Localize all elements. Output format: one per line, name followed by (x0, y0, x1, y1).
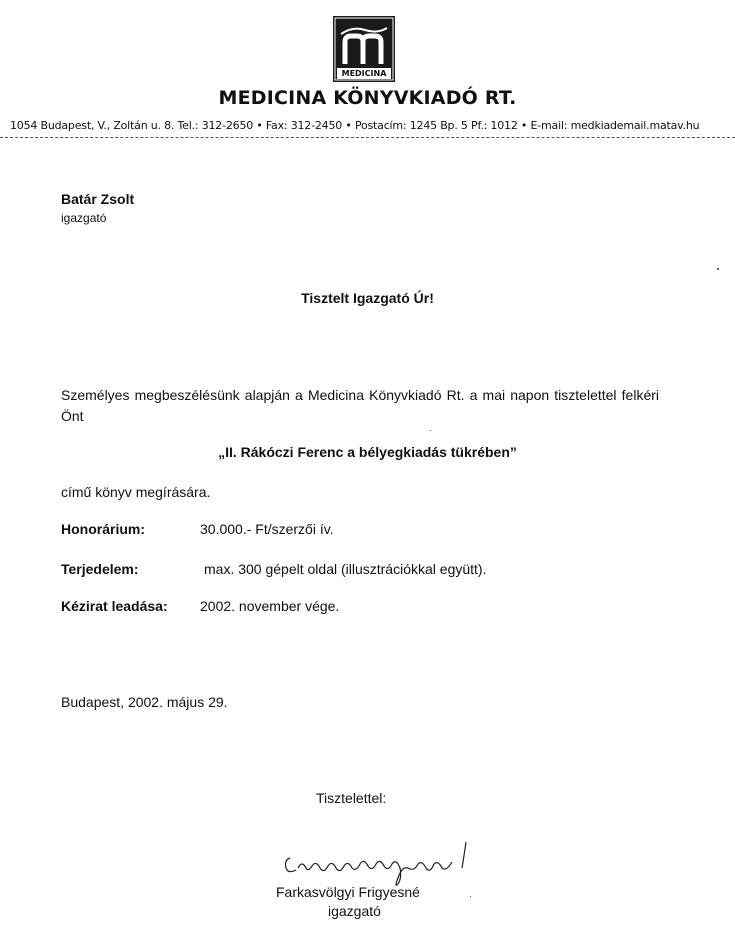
scan-speck (470, 896, 471, 897)
signatory-name: Farkasvölgyi Frigyesné (276, 884, 420, 900)
term-value-honorarium: 30.000.- Ft/szerzői ív. (200, 521, 334, 537)
signatory-title: igazgató (328, 903, 381, 919)
recipient-title: igazgató (61, 211, 107, 225)
publisher-logo (333, 16, 395, 82)
address-line: 1054 Budapest, V., Zoltán u. 8. Tel.: 312-2650 • Fax: 312-2450 • Postacím: 1245 Bp. 5 Pf.: 1012 • E-mail: medkiademail.matav.hu (10, 119, 700, 132)
term-label-terjedelem: Terjedelem: (61, 561, 139, 577)
salutation: Tisztelt Igazgató Úr! (301, 290, 434, 306)
term-value-kezirat: 2002. november vége. (200, 598, 340, 614)
book-title: „II. Rákóczi Ferenc a bélyegkiadás tükrében” (218, 444, 517, 460)
company-name: MEDICINA KÖNYVKIADÓ RT. (218, 87, 517, 109)
body-paragraph: Személyes megbeszélésünk alapján a Medicina Könyvkiadó Rt. a mai napon tisztelettel felkéri Önt (61, 387, 659, 424)
place-date: Budapest, 2002. május 29. (61, 694, 228, 710)
letterhead-divider (0, 137, 735, 138)
after-title-text: című könyv megírására. (61, 484, 211, 500)
term-value-terjedelem: max. 300 gépelt oldal (illusztrációkkal együtt). (204, 561, 487, 577)
logo-text: MEDICINA (341, 69, 387, 78)
recipient-name: Batár Zsolt (61, 191, 135, 207)
scan-speck (430, 430, 431, 431)
closing: Tisztelettel: (316, 790, 387, 806)
term-label-honorarium: Honorárium: (61, 521, 145, 537)
term-label-kezirat: Kézirat leadása: (61, 598, 168, 614)
scan-speck (717, 268, 719, 270)
